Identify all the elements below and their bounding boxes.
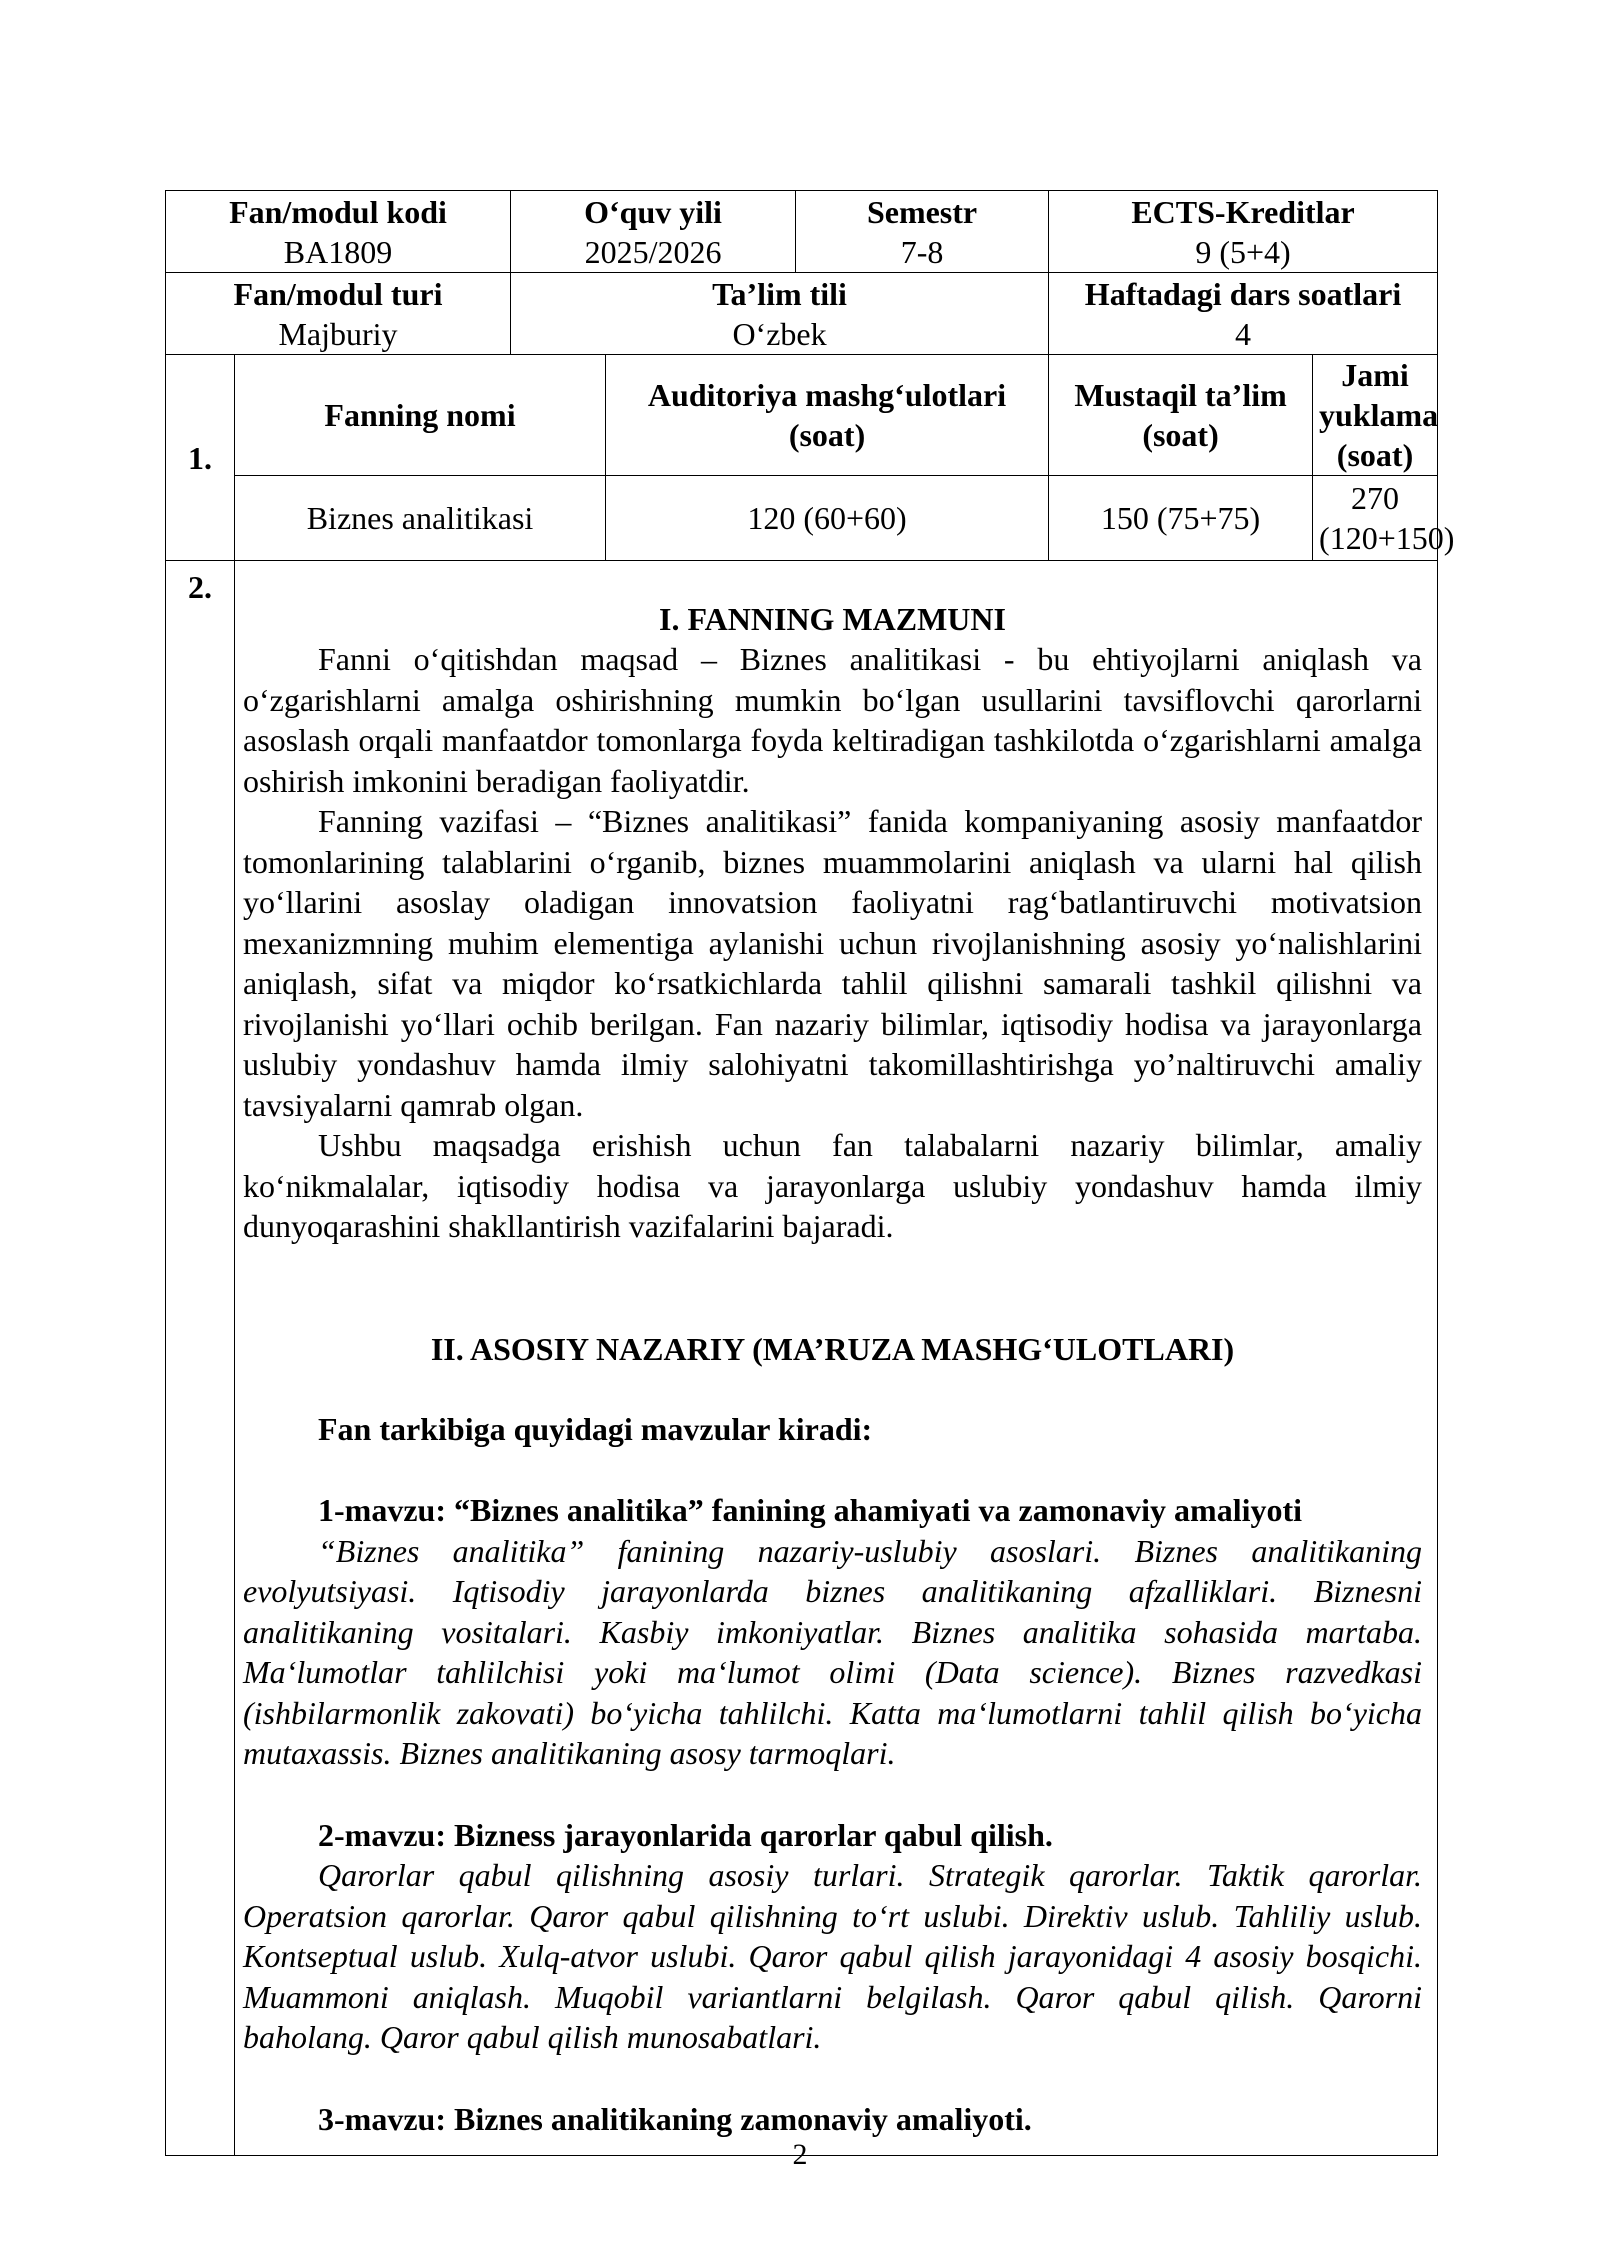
- subject-name-value: Biznes analitikasi: [235, 476, 606, 561]
- module-code-cell: [166, 191, 511, 273]
- language-label: Ta’lim tili: [712, 275, 847, 312]
- paragraph-purpose: Ushbu maqsadga erishish uchun fan talabalarni nazariy bilimlar, amaliy ko‘nikmalalar, iqtisodiy hodisa va jarayonlarga uslubiy yondashuv hamda ilmiy dunyoqarashini shakllantirish vazifalarini bajaradi.: [243, 1127, 1422, 1244]
- content-cell: [235, 561, 1438, 2156]
- topic-2-title: 2-mavzu: Bizness jarayonlarida qarorlar qabul qilish.: [318, 1816, 1053, 1853]
- module-type-value: Majburiy: [278, 315, 398, 352]
- semester-label: Semestr: [866, 193, 978, 230]
- ects-label: ECTS-Kreditlar: [1131, 193, 1355, 230]
- semester-cell: [796, 191, 1049, 273]
- row-number-2: 2.: [166, 561, 235, 2156]
- total-load-header: Jami yuklama (soat): [1313, 355, 1438, 476]
- total-load-value: 270 (120+150): [1313, 476, 1438, 561]
- topic-1-desc: “Biznes analitika” fanining nazariy-uslubiy asoslari. Biznes analitikaning evolyutsiyasi. Iqtisodiy jarayonlarda biznes analitikaning afzalliklari. Biznesni analitikaning vositalari. Kasbiy imkoniyatlar. Biznes analitika sohasida martaba. Ma‘lumotlar tahlilchisi yoki ma‘lumot olimi (Data science). Biznes razvedkasi (ishbilarmonlik zakovati) bo‘yicha tahlilchi. Katta ma‘lumotlarni tahlil qilish bo‘yicha mutaxassis. Biznes analitikaning asosy tarmoqlari.: [243, 1532, 1422, 1771]
- row-number-1: 1.: [166, 355, 235, 561]
- table-row: [166, 273, 1438, 355]
- academic-year-cell: [511, 191, 796, 273]
- table-row: [166, 355, 1438, 476]
- topics-intro: Fan tarkibiga quyidagi mavzular kiradi:: [318, 1410, 873, 1447]
- topic-2-desc: Qarorlar qabul qilishning asosiy turlari. Strategik qarorlar. Taktik qarorlar. Operatsion qarorlar. Qaror qabul qilishning to‘rt uslubi. Direktiv uslub. Tahliliy uslub. Kontseptual uslub. Xulq-atvor uslubi. Qaror qabul qilish jarayonidagi 4 asosiy bosqichi. Muammoni aniqlash. Muqobil variantlarni belgilash. Qaror qabul qilish. Qarorni baholang. Qaror qabul qilish munosabatlari.: [243, 1857, 1422, 2055]
- weekly-hours-cell: [1049, 273, 1438, 355]
- topic-3-title: 3-mavzu: Biznes analitikaning zamonaviy amaliyoti.: [318, 2100, 1032, 2137]
- academic-year-value: 2025/2026: [584, 233, 722, 270]
- academic-year-label: O‘quv yili: [584, 193, 722, 230]
- semester-value: 7-8: [900, 233, 944, 270]
- page-number: 2: [792, 2138, 808, 2171]
- section-heading-2: II. ASOSIY NAZARIY (MA’RUZA MASHG‘ULOTLARI): [430, 1330, 1235, 1367]
- table-row: [166, 561, 1438, 2156]
- weekly-hours-label: Haftadagi dars soatlari: [1084, 275, 1402, 312]
- weekly-hours-value: 4: [1235, 315, 1252, 352]
- paragraph-tasks: Fanning vazifasi – “Biznes analitikasi” fanida kompaniyaning asosiy manfaatdor tomonlarining talablarini o‘rganib, biznes muammolarini aniqlash va ularni hal qilish yo‘llarini asoslay oladigan innovatsion faoliyatni rag‘batlantiruvchi motivatsion mexanizmning muhim elementiga aylanishi uchun rivojlanishning asosiy yo‘nalishlarini aniqlash, sifat va miqdor ko‘rsatkichlarda tahlil qilishni samarali tashkil qilishni va rivojlanishi yo‘llari ochib berilgan. Fan nazariy bilimlar, iqtisodiy hodisa va jarayonlarga uslubiy yondashuv hamda ilmiy salohiyatni takomillashtirishga yo’naltiruvchi amaliy tavsiyalarni qamrab olgan.: [243, 803, 1422, 1123]
- independent-study-header: Mustaqil ta’lim (soat): [1049, 355, 1313, 476]
- auditorium-hours-value: 120 (60+60): [606, 476, 1049, 561]
- subject-name-header: Fanning nomi: [235, 355, 606, 476]
- topic-1-title: 1-mavzu: “Biznes analitika” fanining ahamiyati va zamonaviy amaliyoti: [318, 1492, 1303, 1528]
- module-code-value: BA1809: [283, 233, 393, 270]
- syllabus-table: [165, 190, 1455, 2156]
- table-row: [166, 191, 1438, 273]
- module-type-label: Fan/modul turi: [233, 275, 443, 312]
- language-cell: [511, 273, 1049, 355]
- module-code-label: Fan/modul kodi: [229, 193, 447, 230]
- language-value: O‘zbek: [732, 315, 827, 352]
- ects-value: 9 (5+4): [1195, 233, 1291, 270]
- auditorium-hours-header: Auditoriya mashg‘ulotlari (soat): [606, 355, 1049, 476]
- table-row: [166, 476, 1438, 561]
- independent-study-value: 150 (75+75): [1049, 476, 1313, 561]
- module-type-cell: [166, 273, 511, 355]
- ects-cell: [1049, 191, 1438, 273]
- section-heading-1: I. FANNING MAZMUNI: [659, 601, 1006, 637]
- paragraph-goal: Fanni o‘qitishdan maqsad – Biznes analitikasi - bu ehtiyojlarni aniqlash va o‘zgarishlarni amalga oshirishning mumkin bo‘lgan usullarini tavsiflovchi qarorlarni asoslash orqali manfaatdor tomonlarga foyda keltiradigan tashkilotda o‘zgarishlarni amalga oshirish imkonini beradigan faoliyatdir.: [243, 641, 1422, 799]
